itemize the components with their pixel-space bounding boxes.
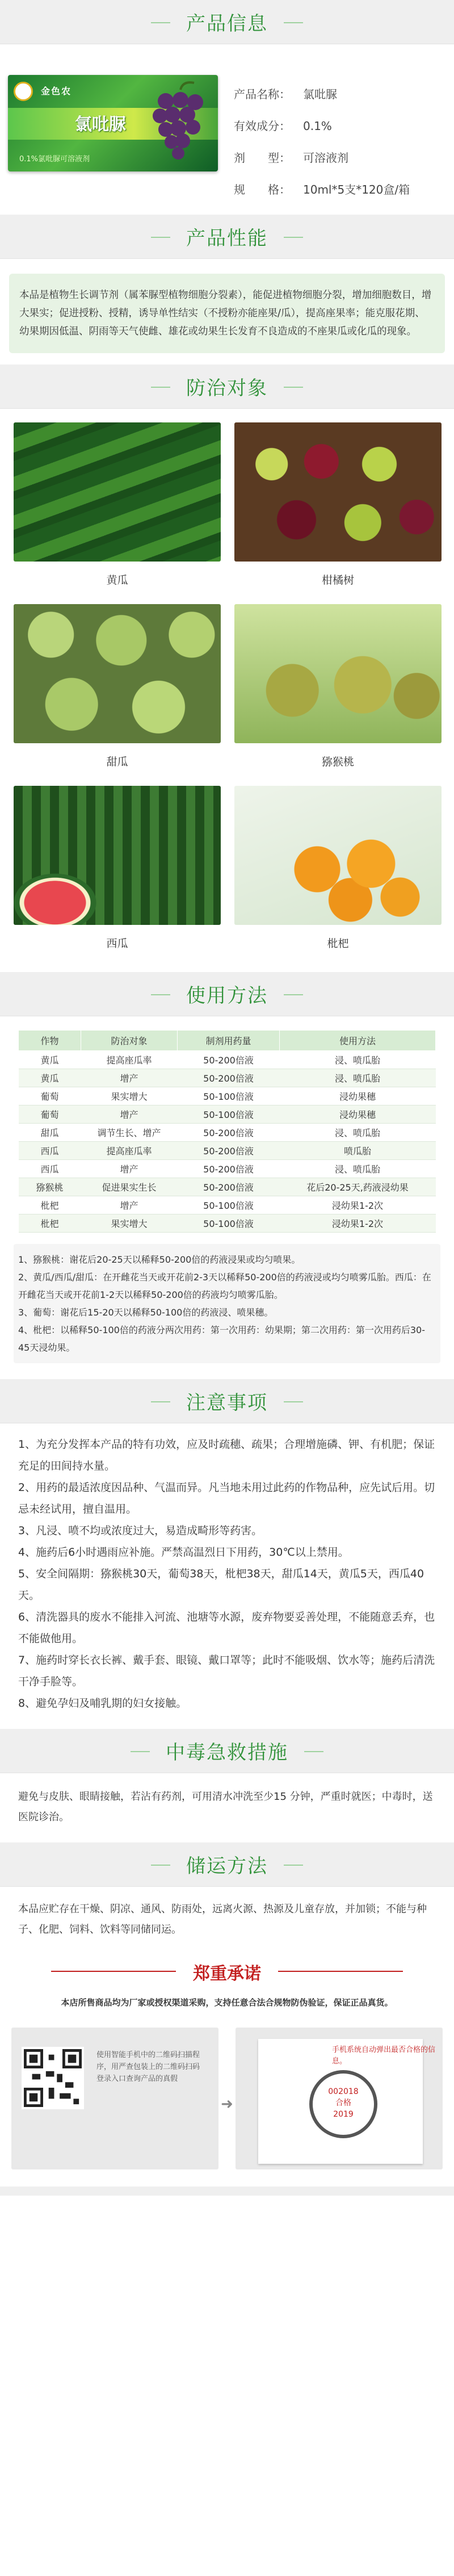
info-row: 产品名称： 氯吡脲: [234, 87, 337, 101]
table-cell: 增产: [81, 1105, 178, 1124]
table-cell: 西瓜: [19, 1142, 81, 1160]
grapes-icon: [143, 78, 211, 164]
table-row: [19, 1196, 436, 1214]
target-label: 猕猴桃: [321, 756, 354, 768]
table-cell: 促进果实生长: [81, 1178, 178, 1196]
table-cell: 浸、喷瓜胎: [280, 1160, 436, 1178]
target-item: [234, 786, 442, 964]
table-cell: 浸幼果1-2次: [280, 1196, 436, 1214]
verify-status: 合格: [335, 2099, 351, 2108]
column-header: 使用方法: [280, 1031, 436, 1051]
table-cell: 50-100倍液: [178, 1087, 280, 1105]
table-cell: 花后20-25天,药液浸幼果: [280, 1178, 436, 1196]
section-header-product-info: [0, 0, 454, 44]
usage-table-wrap: [0, 1016, 454, 1233]
kiwi-photo: [234, 604, 442, 743]
loquat-photo: [234, 786, 442, 925]
usage-note: 4、枇杷：以稀释50-100倍的药液分两次用药：第一次用药：幼果期；第二次用药：第一次用药后30-45天浸幼果。: [18, 1325, 425, 1353]
target-label: 黄瓜: [106, 574, 128, 587]
table-cell: 50-200倍液: [178, 1160, 280, 1178]
table-cell: 枇杷: [19, 1214, 81, 1233]
info-row: 规 格： 10ml*5支*120盒/箱: [234, 183, 410, 196]
poison-text: 避免与皮肤、眼睛接触，若沾有药剂，可用清水冲洗至少15 分钟，严重时就医；中毒时，送医院诊治。: [18, 1791, 433, 1823]
product-info-block: [0, 44, 454, 215]
table-cell: 葡萄: [19, 1087, 81, 1105]
section-title: 中毒急救措施: [150, 1737, 304, 1765]
target-label: 西瓜: [106, 937, 128, 950]
table-row: [19, 1069, 436, 1087]
verify-year: 2019: [333, 2110, 354, 2119]
storage-text: 本品应贮存在干燥、阴凉、通风、防雨处，远离火源、热源及儿童存放，并加锁；不能与种子、化肥、饲料、饮料等同储同运。: [18, 1903, 427, 1936]
table-row: [19, 1051, 436, 1069]
section-title: 使用方法: [170, 980, 284, 1008]
table-row: [19, 1105, 436, 1124]
package-name: 氯吡脲: [75, 115, 126, 135]
table-cell: 西瓜: [19, 1160, 81, 1178]
target-item: [234, 422, 442, 601]
table-cell: 调节生长、增产: [81, 1124, 178, 1142]
table-cell: 50-200倍液: [178, 1051, 280, 1069]
target-item: [14, 422, 221, 601]
table-row: [19, 1214, 436, 1233]
table-cell: 50-100倍液: [178, 1214, 280, 1233]
melon-photo: [14, 604, 221, 743]
section-header-performance: [0, 215, 454, 259]
promise-text: 本店所售商品均为厂家或授权渠道采购，支持任意合法合规物防伪验证，保证正品真货。: [61, 1997, 393, 2008]
arrow-right-icon: ➜: [221, 2096, 233, 2113]
table-cell: 浸幼果1-2次: [280, 1214, 436, 1233]
verify-result-text: 手机系统自动弹出最否合格的信息。: [331, 2046, 435, 2066]
table-cell: 增产: [81, 1196, 178, 1214]
table-cell: 增产: [81, 1160, 178, 1178]
table-cell: 黄瓜: [19, 1051, 81, 1069]
table-cell: 枇杷: [19, 1196, 81, 1214]
caution-item: 5、安全间隔期：猕猴桃30天，葡萄38天，枇杷38天，甜瓜14天，黄瓜5天，西瓜40天。: [18, 1568, 424, 1602]
table-cell: 黄瓜: [19, 1069, 81, 1087]
cucumber-photo: [14, 422, 221, 562]
table-cell: 50-100倍液: [178, 1196, 280, 1214]
table-cell: 50-200倍液: [178, 1124, 280, 1142]
section-title: 产品性能: [170, 223, 284, 250]
table-header-row: [19, 1031, 436, 1051]
table-cell: 葡萄: [19, 1105, 81, 1124]
magnifier-icon: [309, 2070, 377, 2138]
table-cell: 浸幼果穗: [280, 1105, 436, 1124]
section-header-targets: [0, 365, 454, 409]
package-subtitle: 0.1%氯吡脲可溶液剂: [19, 155, 90, 164]
brand-logo-icon: [14, 82, 33, 101]
table-row: [19, 1160, 436, 1178]
info-row: 有效成分： 0.1%: [234, 119, 332, 133]
verify-code: 002018: [328, 2087, 359, 2096]
column-header: 防治对象: [81, 1031, 178, 1051]
table-cell: 浸幼果穗: [280, 1087, 436, 1105]
table-cell: 浸、喷瓜胎: [280, 1069, 436, 1087]
promise-title: 郑重承诺: [193, 1964, 261, 1984]
column-header: 制剂用药量: [178, 1031, 280, 1051]
footer-bar: [0, 2187, 454, 2196]
promise-header: [0, 1949, 454, 1995]
performance-text: 本品是植物生长调节剂（属苯脲型植物细胞分裂素），能促进植物细胞分裂，增加细胞数目，增大果实；促进授粉、授精，诱导单性结实（不授粉亦能座果/瓜），提高座果率；能克服花期、幼果期因低温、阴雨等天气使雌、雄花或幼果生长发育不良造成的不座果瓜或化瓜的现象。: [9, 274, 445, 353]
usage-table: [18, 1030, 436, 1233]
qr-instructions: 使用智能手机中的二维码扫描程序，用严查包装上的二维码扫码登录入口查询产品的真假: [96, 2051, 200, 2083]
caution-item: 4、施药后6小时遇雨应补施。严禁高温烈日下用药，30℃以上禁用。: [18, 1546, 349, 1559]
section-title: 产品信息: [170, 8, 284, 36]
watermelon-photo: [14, 786, 221, 925]
verify-result-panel: [236, 2028, 443, 2169]
cautions-list: [0, 1423, 454, 1720]
caution-item: 7、施药时穿长衣长裤、戴手套、眼镜、戴口罩等；此时不能吸烟、饮水等；施药后清洗干净手脸等。: [18, 1654, 435, 1688]
table-cell: 果实增大: [81, 1214, 178, 1233]
section-title: 防治对象: [170, 372, 284, 400]
verify-section: [0, 2010, 454, 2181]
usage-notes: [14, 1244, 440, 1363]
caution-item: 3、凡浸、喷不均或浓度过大，易造成畸形等药害。: [18, 1524, 263, 1537]
qr-code-icon: [22, 2047, 84, 2109]
target-item: [14, 604, 221, 782]
table-cell: 增产: [81, 1069, 178, 1087]
verify-qr-panel: [11, 2028, 218, 2169]
target-item: [234, 604, 442, 782]
table-cell: 50-200倍液: [178, 1069, 280, 1087]
column-header: 作物: [19, 1031, 81, 1051]
caution-item: 1、为充分发挥本产品的特有功效，应及时疏穗、疏果；合理增施磷、钾、有机肥；保证充足的田间持水量。: [18, 1438, 435, 1472]
section-header-poison: [0, 1729, 454, 1773]
table-row: [19, 1178, 436, 1196]
table-cell: 甜瓜: [19, 1124, 81, 1142]
section-title: 储运方法: [170, 1850, 284, 1878]
caution-item: 8、避免孕妇及哺乳期的妇女接触。: [18, 1697, 187, 1710]
section-header-cautions: [0, 1379, 454, 1423]
table-row: [19, 1087, 436, 1105]
targets-grid: [0, 409, 454, 972]
grapes-photo: [234, 422, 442, 562]
table-cell: 浸、喷瓜胎: [280, 1051, 436, 1069]
table-cell: 提高座瓜率: [81, 1051, 178, 1069]
table-cell: 猕猴桃: [19, 1178, 81, 1196]
target-label: 柑橘树: [321, 574, 354, 587]
table-row: [19, 1124, 436, 1142]
table-cell: 喷瓜胎: [280, 1142, 436, 1160]
target-label: 枇杷: [327, 937, 349, 950]
table-cell: 50-200倍液: [178, 1142, 280, 1160]
section-header-usage: [0, 972, 454, 1016]
section-title: 注意事项: [170, 1387, 284, 1415]
info-row: 剂 型： 可溶液剂: [234, 151, 348, 165]
caution-item: 2、用药的最适浓度因品种、气温而异。凡当地未用过此药的作物品种，应先试后用。切忌未经试用，擅自温用。: [18, 1481, 435, 1515]
table-cell: 50-200倍液: [178, 1178, 280, 1196]
product-package-image: [8, 75, 218, 171]
caution-item: 6、清洗器具的废水不能排入河流、池塘等水源，废弃物要妥善处理，不能随意丢弃，也不能做他用。: [18, 1611, 435, 1645]
usage-note: 2、黄瓜/西瓜/甜瓜：在开雌花当天或开花前2-3天以稀释50-200倍的药液浸或均匀喷雾瓜胎。西瓜：在开雌花当天或开花前1-2天以稀释50-200倍的药液均匀喷雾瓜胎。: [18, 1272, 431, 1300]
product-info-list: [234, 78, 410, 237]
usage-note: 1、猕猴桃：谢花后20-25天以稀释50-200倍的药液浸果或均匀喷果。: [18, 1254, 301, 1265]
table-cell: 提高座瓜率: [81, 1142, 178, 1160]
section-header-storage: [0, 1842, 454, 1887]
usage-note: 3、葡萄：谢花后15-20天以稀释50-100倍的药液浸、喷果穗。: [18, 1307, 274, 1318]
table-cell: 50-100倍液: [178, 1105, 280, 1124]
table-cell: 果实增大: [81, 1087, 178, 1105]
table-cell: 浸、喷瓜胎: [280, 1124, 436, 1142]
target-label: 甜瓜: [106, 756, 128, 768]
table-row: [19, 1142, 436, 1160]
target-item: [14, 786, 221, 964]
package-brand: 金色农: [41, 86, 72, 97]
